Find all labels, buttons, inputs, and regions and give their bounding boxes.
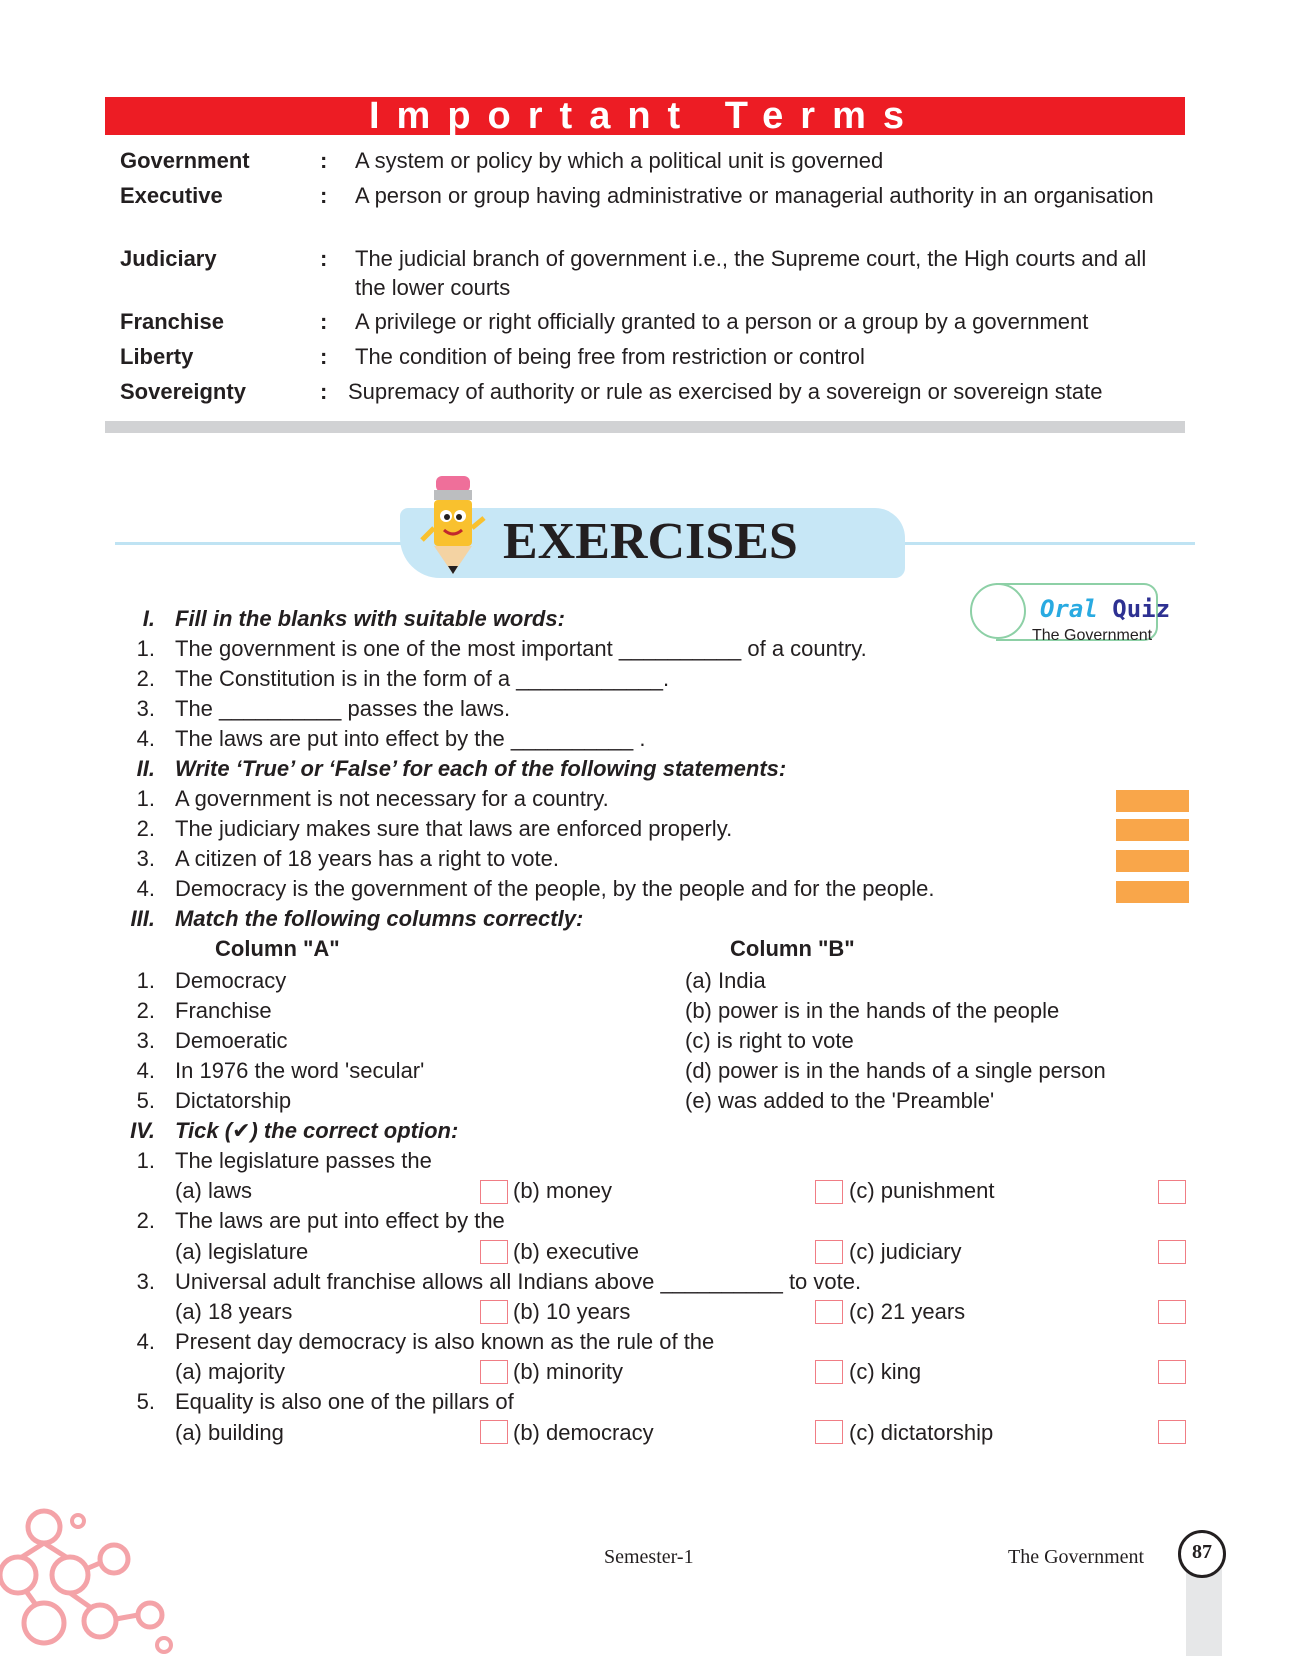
true-false-statement: The judiciary makes sure that laws are enforced properly. <box>175 816 733 841</box>
item-number: 1. <box>136 968 155 993</box>
term-row-franchise <box>120 307 1175 337</box>
option-c: (c) king <box>849 1359 922 1384</box>
tick-box-b[interactable] <box>815 1300 843 1324</box>
mcq-question: The laws are put into effect by the <box>175 1208 505 1233</box>
oral-quiz-circle[interactable] <box>970 583 1026 639</box>
item-number: 4. <box>136 1329 155 1354</box>
tick-box-c[interactable] <box>1158 1420 1186 1444</box>
molecule-decoration-icon <box>0 1505 180 1656</box>
option-a: (a) 18 years <box>175 1299 293 1324</box>
item-number: 3. <box>136 696 155 721</box>
tick-box-a[interactable] <box>480 1360 508 1384</box>
section-number: IV. <box>130 1118 155 1143</box>
section-number: III. <box>130 906 155 931</box>
mcq-question: Present day democracy is also known as the rule of the <box>175 1329 715 1354</box>
tick-box-b[interactable] <box>815 1240 843 1264</box>
option-c: (c) judiciary <box>849 1239 962 1264</box>
oral-quiz-word-oral: Oral <box>1040 595 1098 623</box>
item-number: 3. <box>136 846 155 871</box>
term-name: Franchise <box>120 309 224 334</box>
tick-box-b[interactable] <box>815 1360 843 1384</box>
column-b-heading: Column "B" <box>730 936 855 961</box>
column-a-item: Democracy <box>175 968 287 993</box>
option-b: (b) money <box>513 1178 613 1203</box>
fill-blank-question: The laws are put into effect by the __________ . <box>175 726 646 751</box>
tick-box-a[interactable] <box>480 1300 508 1324</box>
column-b-item: (d) power is in the hands of a single person <box>685 1058 1106 1083</box>
pencil-mascot-icon <box>418 468 488 578</box>
mcq-question: Universal adult franchise allows all Indians above __________ to vote. <box>175 1269 862 1294</box>
tick-box-c[interactable] <box>1158 1300 1186 1324</box>
item-number: 2. <box>136 816 155 841</box>
true-false-statement: Democracy is the government of the people, by the people and for the people. <box>175 876 935 901</box>
item-number: 4. <box>136 726 155 751</box>
option-b: (b) executive <box>513 1239 639 1264</box>
item-number: 1. <box>136 786 155 811</box>
oral-quiz-word-quiz: Quiz <box>1112 595 1171 623</box>
fill-blank-question: The __________ passes the laws. <box>175 696 511 721</box>
fill-blank-question: The Constitution is in the form of a ____________. <box>175 666 670 691</box>
answer-box[interactable] <box>1116 881 1189 903</box>
term-row-executive <box>120 181 1175 239</box>
item-number: 5. <box>136 1389 155 1414</box>
term-colon: : <box>320 309 328 334</box>
item-number: 4. <box>136 876 155 901</box>
section-heading: Tick (✔) the correct option: <box>175 1118 459 1143</box>
important-terms-heading: Important Terms <box>105 97 1185 135</box>
footer-semester: Semester-1 <box>604 1546 694 1568</box>
column-a-item: Franchise <box>175 998 272 1023</box>
option-a: (a) legislature <box>175 1239 309 1264</box>
page-number: 87 <box>1178 1530 1226 1578</box>
term-definition: The condition of being free from restriction or control <box>355 344 865 369</box>
oral-quiz-subtitle: The Government <box>1032 627 1153 644</box>
tick-box-a[interactable] <box>480 1180 508 1204</box>
term-definition: A person or group having administrative or managerial authority in an organisation <box>355 183 1154 208</box>
term-colon: : <box>320 344 328 369</box>
column-a-item: In 1976 the word 'secular' <box>175 1058 425 1083</box>
fill-blank-question: The government is one of the most important __________ of a country. <box>175 636 867 661</box>
answer-box[interactable] <box>1116 819 1189 841</box>
option-c: (c) punishment <box>849 1178 995 1203</box>
column-a-item: Dictatorship <box>175 1088 292 1113</box>
term-row-liberty <box>120 342 1175 372</box>
term-name: Executive <box>120 183 223 208</box>
tick-box-b[interactable] <box>815 1180 843 1204</box>
term-row-sovereignty <box>120 377 1175 407</box>
option-b: (b) 10 years <box>513 1299 631 1324</box>
item-number: 1. <box>136 636 155 661</box>
tick-box-c[interactable] <box>1158 1240 1186 1264</box>
item-number: 2. <box>136 666 155 691</box>
column-b-item: (a) India <box>685 968 766 993</box>
option-b: (b) minority <box>513 1359 624 1384</box>
term-name: Liberty <box>120 344 194 369</box>
term-row-judiciary <box>120 244 1175 302</box>
mcq-question: Equality is also one of the pillars of <box>175 1389 514 1414</box>
tick-box-c[interactable] <box>1158 1180 1186 1204</box>
term-definition: The judicial branch of government i.e., the Supreme court, the High courts and all the lower courts <box>355 246 1147 300</box>
term-row-government <box>120 146 1175 176</box>
item-number: 3. <box>136 1028 155 1053</box>
column-b-item: (c) is right to vote <box>685 1028 854 1053</box>
section-number: II. <box>136 756 155 781</box>
option-b: (b) democracy <box>513 1420 654 1445</box>
oral-quiz-title[interactable] <box>1040 596 1170 622</box>
tick-box-a[interactable] <box>480 1420 508 1444</box>
term-name: Government <box>120 148 250 173</box>
term-colon: : <box>320 148 328 173</box>
term-definition: A privilege or right officially granted to a person or a group by a government <box>355 309 1089 334</box>
section-heading: Fill in the blanks with suitable words: <box>175 606 565 631</box>
item-number: 3. <box>136 1269 155 1294</box>
option-a: (a) building <box>175 1420 284 1445</box>
term-name: Sovereignty <box>120 379 246 404</box>
term-colon: : <box>320 183 328 208</box>
tick-box-c[interactable] <box>1158 1360 1186 1384</box>
item-number: 4. <box>136 1058 155 1083</box>
section-number: I. <box>142 606 155 631</box>
section-heading: Write ‘True’ or ‘False’ for each of the following statements: <box>175 756 787 781</box>
true-false-statement: A government is not necessary for a country. <box>175 786 609 811</box>
section-heading: Match the following columns correctly: <box>175 906 584 931</box>
item-number: 1. <box>136 1148 155 1173</box>
term-colon: : <box>320 246 328 271</box>
item-number: 2. <box>136 1208 155 1233</box>
tick-box-a[interactable] <box>480 1240 508 1264</box>
item-number: 2. <box>136 998 155 1023</box>
true-false-statement: A citizen of 18 years has a right to vote. <box>175 846 559 871</box>
column-a-item: Demoeratic <box>175 1028 288 1053</box>
terms-divider <box>105 421 1185 433</box>
term-definition: Supremacy of authority or rule as exercised by a sovereign or sovereign state <box>348 379 1103 404</box>
mcq-question: The legislature passes the <box>175 1148 432 1173</box>
item-number: 5. <box>136 1088 155 1113</box>
option-c: (c) 21 years <box>849 1299 966 1324</box>
term-name: Judiciary <box>120 246 217 271</box>
column-b-item: (e) was added to the 'Preamble' <box>685 1088 995 1113</box>
column-a-heading: Column "A" <box>215 936 340 961</box>
option-c: (c) dictatorship <box>849 1420 994 1445</box>
exercises-title: EXERCISES <box>503 513 798 570</box>
page-number-tab <box>1186 1566 1222 1656</box>
answer-box[interactable] <box>1116 850 1189 872</box>
tick-box-b[interactable] <box>815 1420 843 1444</box>
term-colon: : <box>320 379 328 404</box>
footer-chapter-title: The Government <box>1008 1546 1145 1568</box>
term-definition: A system or policy by which a political unit is governed <box>355 148 884 173</box>
option-a: (a) majority <box>175 1359 286 1384</box>
answer-box[interactable] <box>1116 790 1189 812</box>
option-a: (a) laws <box>175 1178 253 1203</box>
column-b-item: (b) power is in the hands of the people <box>685 998 1060 1023</box>
